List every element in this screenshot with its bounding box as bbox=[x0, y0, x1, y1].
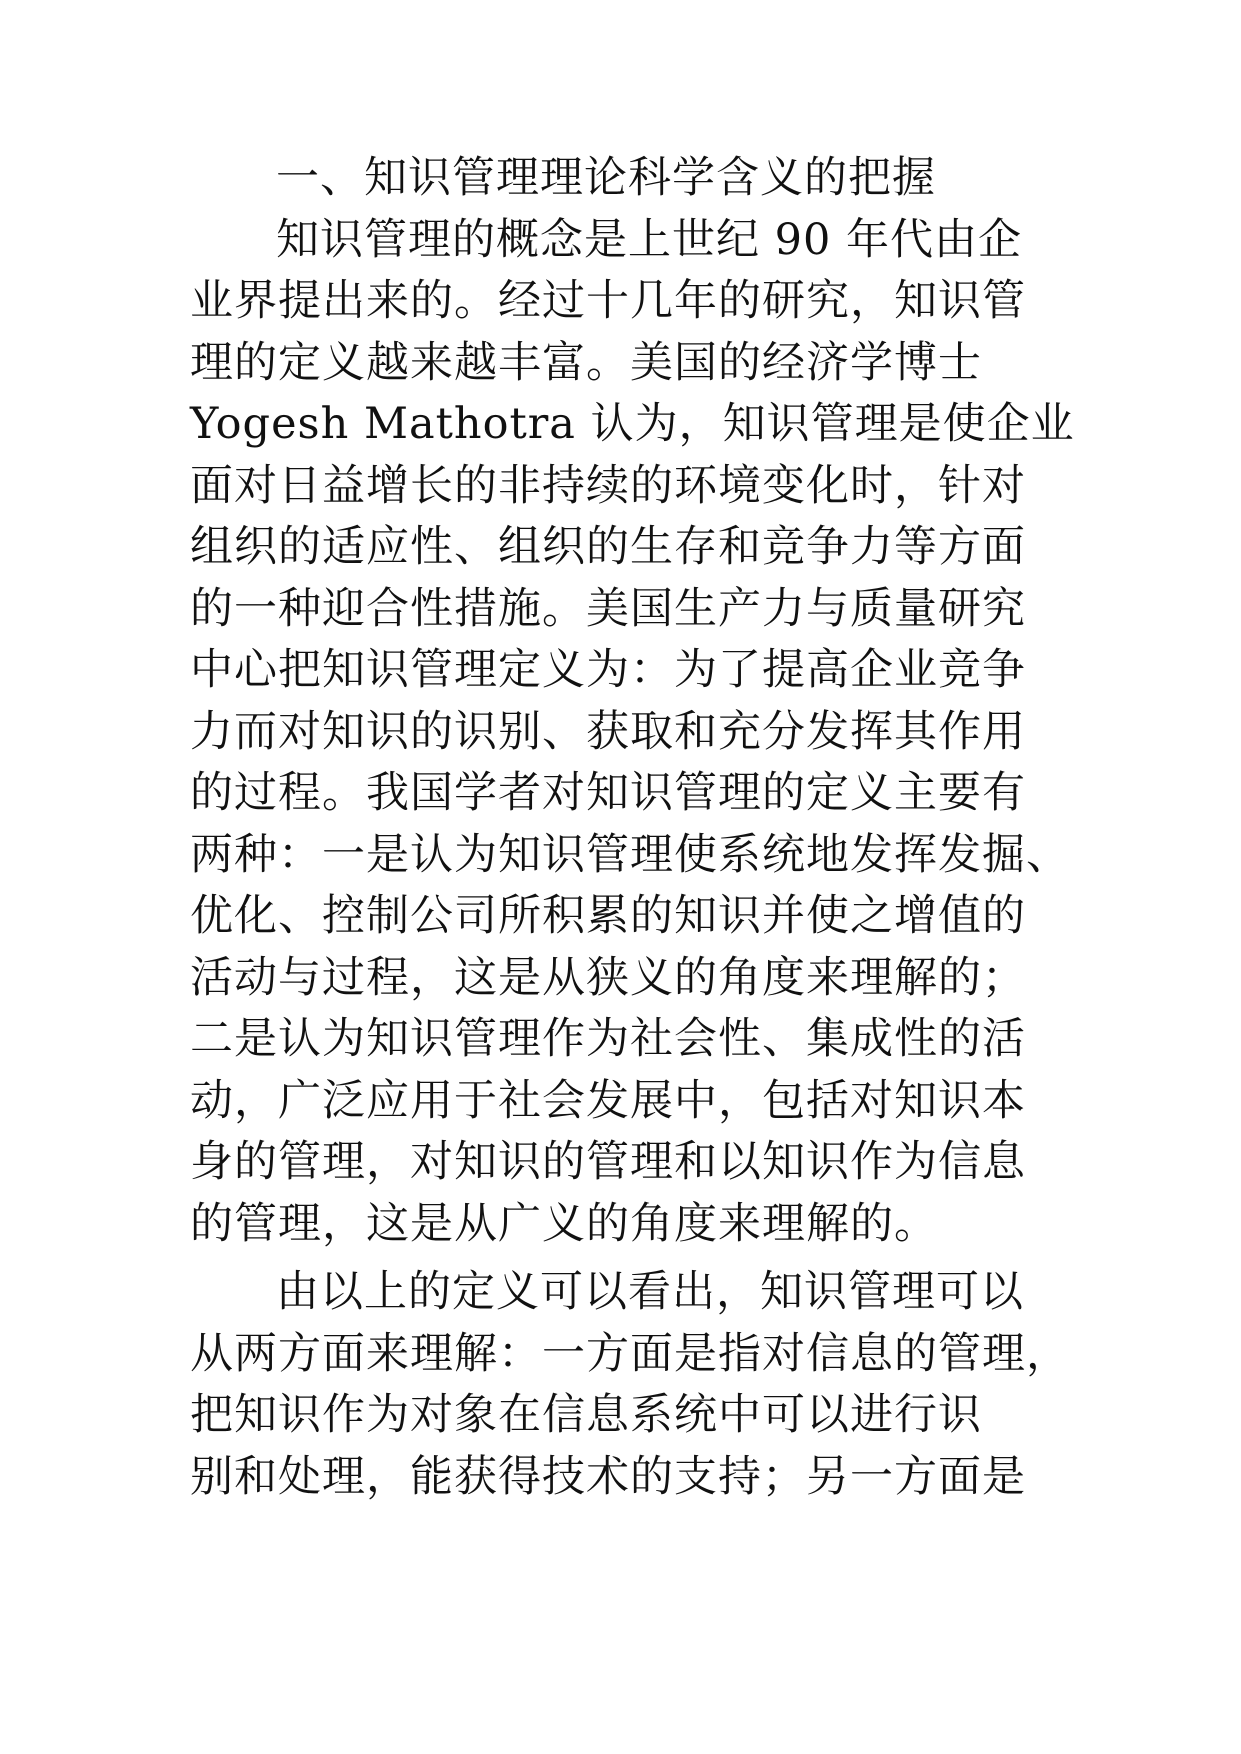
paragraph-line: 面对日益增长的非持续的环境变化时，针对 bbox=[190, 460, 1026, 511]
paragraph-line: 身的管理，对知识的管理和以知识作为信息 bbox=[190, 1137, 1026, 1187]
paragraph-line: 知识管理的概念是上世纪 90 年代由企 bbox=[276, 214, 1023, 265]
paragraph-line: 组织的适应性、组织的生存和竞争力等方面 bbox=[190, 522, 1026, 572]
paragraph-line: 别和处理，能获得技术的支持；另一方面是 bbox=[190, 1451, 1026, 1502]
paragraph-line: 的一种迎合性措施。美国生产力与质量研究 bbox=[190, 583, 1026, 634]
paragraph-line: 两种：一是认为知识管理使系统地发挥发掘、 bbox=[190, 829, 1070, 880]
document-body bbox=[190, 148, 1090, 1508]
paragraph-line: 的过程。我国学者对知识管理的定义主要有 bbox=[190, 768, 1026, 818]
paragraph-1 bbox=[190, 210, 1090, 1256]
paragraph-line: 从两方面来理解：一方面是指对信息的管理， bbox=[190, 1328, 1070, 1379]
paragraph-line: 动，广泛应用于社会发展中，包括对知识本 bbox=[190, 1075, 1026, 1126]
paragraph-line: 优化、控制公司所积累的知识并使之增值的 bbox=[190, 891, 1026, 941]
paragraph-2 bbox=[190, 1262, 1090, 1508]
paragraph-line: 的管理，这是从广义的角度来理解的。 bbox=[190, 1198, 938, 1249]
paragraph-line: 把知识作为对象在信息系统中可以进行识 bbox=[190, 1390, 982, 1440]
paragraph-line: 中心把知识管理定义为：为了提高企业竞争 bbox=[190, 645, 1026, 695]
paragraph-line: 活动与过程，这是从狭义的角度来理解的； bbox=[190, 952, 1026, 1003]
paragraph-line: 业界提出来的。经过十几年的研究，知识管 bbox=[190, 276, 1026, 326]
paragraph-line: 力而对知识的识别、获取和充分发挥其作用 bbox=[190, 706, 1026, 757]
section-heading: 一、知识管理理论科学含义的把握 bbox=[276, 153, 936, 203]
paragraph-line: 二是认为知识管理作为社会性、集成性的活 bbox=[190, 1014, 1026, 1064]
paragraph-line: 理的定义越来越丰富。美国的经济学博士 bbox=[190, 337, 982, 388]
paragraph-line: 由以上的定义可以看出，知识管理可以 bbox=[276, 1267, 1024, 1317]
paragraph-line: Yogesh Mathotra 认为，知识管理是使企业 bbox=[190, 399, 1075, 449]
